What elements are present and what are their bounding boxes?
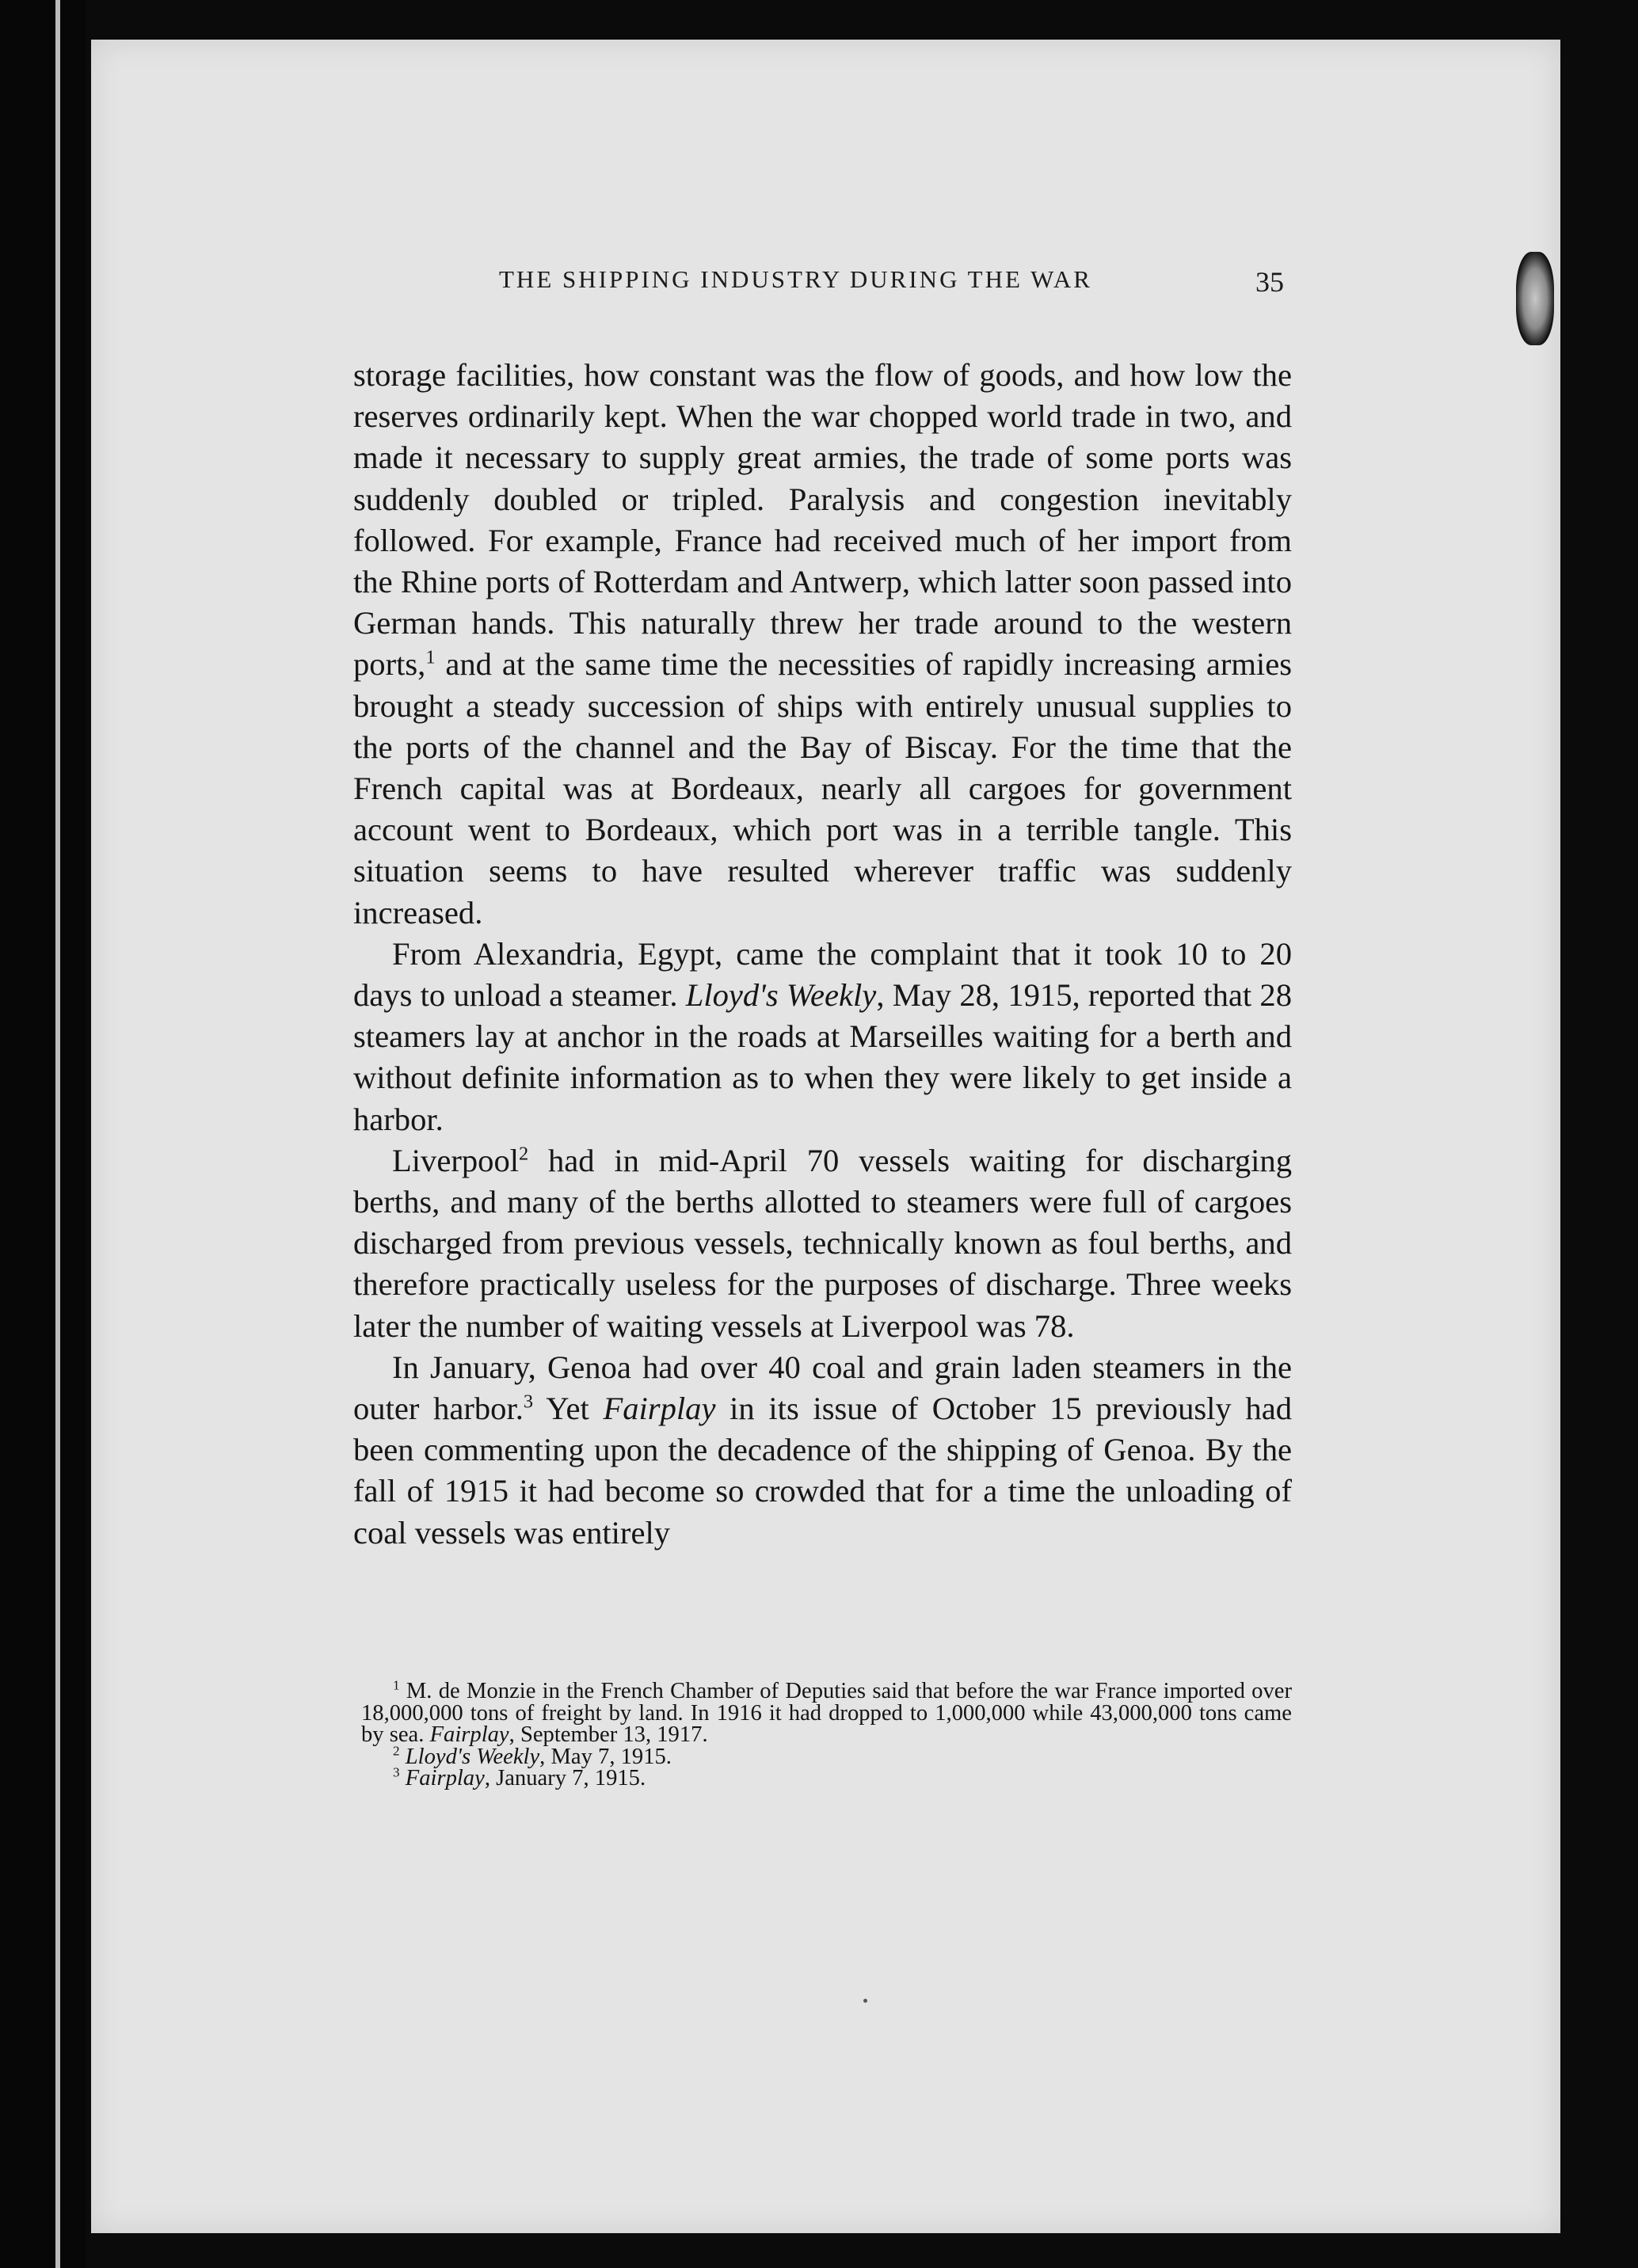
footnote-1-text-a: M. de Monzie in the French Chamber of Deputies said that before the war France imported over 18,000,000 tons of freight by land. In 1916 it had dropped to 1,000,000 while 43,000,000 tons came by sea.: [361, 1679, 1292, 1747]
footnote-2-text: , May 7, 1915.: [539, 1744, 672, 1769]
running-head: [0, 265, 1638, 313]
footnote-1-text-b: , September 13, 1917.: [509, 1722, 708, 1747]
paragraph-4-text-a: In January, Genoa had over 40 coal and grain laden steamers in the outer harbor.: [353, 1349, 1292, 1427]
paragraph-3-text-b: had in mid-April 70 vessels waiting for discharging berths, and many of the berths allotted to steamers were full of cargoes discharged from previous vessels, technically known as foul berths, and therefore practically useless for the purposes of discharge. Three weeks later the number of waiting vessels at Liverpool was 78.: [353, 1142, 1292, 1344]
footnote-1-mark: 1: [393, 1677, 400, 1693]
paragraph-3-text-a: Liverpool: [392, 1142, 520, 1178]
footnote-1: [361, 1677, 1292, 1747]
footnote-3: [361, 1764, 1292, 1790]
footnotes: [361, 1677, 1292, 1790]
paragraph-2: [353, 934, 1292, 1140]
paragraph-4-text-b: Yet: [533, 1391, 604, 1427]
footnote-3-mark: 3: [393, 1764, 400, 1780]
body-text: [353, 355, 1292, 1554]
scan-left-margin: [0, 0, 86, 2268]
paragraph-1-text: storage facilities, how constant was the flow of goods, and how low the reserves ordinarily kept. When the war chopped world trade in two, and made it necessary to supply great armies, the trade of some ports was suddenly doubled or tripled. Paralysis and congestion inevitably followed. For example, France had received much of her import from the Rhine ports of Rotterdam and Antwerp, which latter soon passed into German hands. This naturally threw her trade around to the western ports,: [353, 357, 1292, 683]
paragraph-3: [353, 1140, 1292, 1347]
paragraph-4: [353, 1347, 1292, 1554]
footnote-1-italic: Fairplay: [429, 1722, 509, 1747]
footnote-ref-3: 3: [523, 1391, 534, 1413]
paragraph-2-italic: Lloyd's Weekly: [685, 977, 877, 1014]
paragraph-2-text-b: , May 28, 1915, reported that 28 steamers lay at anchor in the roads at Marseilles waiting for a berth and without definite information as to when they were likely to get inside a harbor.: [353, 977, 1293, 1137]
footnote-3-italic: Fairplay: [405, 1766, 485, 1790]
footnote-2-mark: 2: [393, 1742, 400, 1758]
paragraph-4-text-c: in its issue of October 15 previously had been commenting upon the decadence of the shipping of Genoa. By the fall of 1915 it had become so crowded that for a time the unloading of coal vessels was entirely: [353, 1391, 1292, 1551]
footnote-3-text: , January 7, 1915.: [484, 1766, 646, 1790]
paragraph-1-text-rest: and at the same time the necessities of rapidly increasing armies brought a steady succession of ships with entirely unusual supplies to the ports of the channel and the Bay of Biscay. For the time that the French capital was at Bordeaux, nearly all cargoes for government account went to Bordeaux, which port was in a terrible tangle. This situation seems to have resulted wherever traffic was suddenly increased.: [353, 646, 1292, 930]
footnote-2-italic: Lloyd's Weekly: [405, 1744, 540, 1769]
page-number: 35: [1255, 266, 1284, 298]
running-head-title: THE SHIPPING INDUSTRY DURING THE WAR: [499, 265, 1092, 293]
footnote-ref-1: 1: [425, 646, 436, 668]
footnote-ref-2: 2: [519, 1143, 529, 1165]
footnote-2: [361, 1742, 1292, 1769]
paragraph-2-text-a: From Alexandria, Egypt, came the complaint that it took 10 to 20 days to unload a steamer.: [353, 935, 1292, 1014]
ink-speck: [863, 1999, 867, 2003]
paragraph-1: [353, 355, 1292, 934]
paragraph-4-italic: Fairplay: [603, 1391, 716, 1427]
